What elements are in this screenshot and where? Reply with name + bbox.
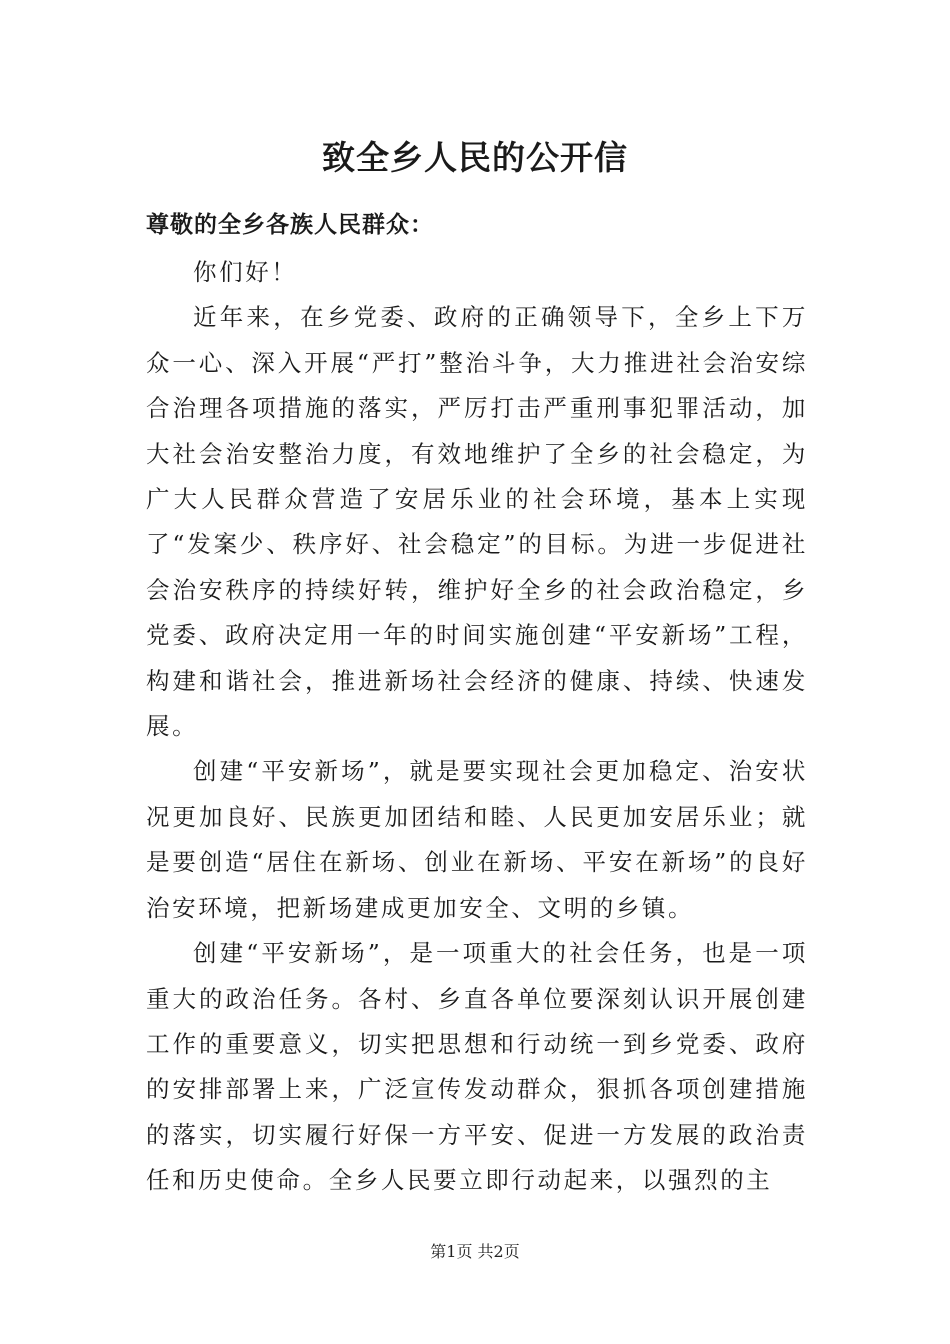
salutation: 尊敬的全乡各族人民群众： bbox=[146, 212, 434, 238]
document-title: 致全乡人民的公开信 bbox=[322, 138, 628, 177]
paragraph-3: 创建“平安新场”，是一项重大的社会任务，也是一项重大的政治任务。各村、乡直各单位要深刻认识开展创建工作的重要意义，切实把思想和行动统一到乡党委、政府的安排部署上来，广泛宣传发动群众，狠抓各项创建措施的落实，切实履行好保一方平安、促进一方发展的政治责任和历史使命。全乡人民要立即行动起来，以强烈的主 bbox=[146, 939, 808, 1195]
letter-body bbox=[146, 250, 808, 1204]
paragraph-1: 近年来，在乡党委、政府的正确领导下，全乡上下万众一心、深入开展“严打”整治斗争，大力推进社会治安综合治理各项措施的落实，严厉打击严重刑事犯罪活动，加大社会治安整治力度，有效地维护了全乡的社会稳定，为广大人民群众营造了安居乐业的社会环境，基本上实现了“发案少、秩序好、社会稳定”的目标。为进一步促进社会治安秩序的持续好转，维护好全乡的社会政治稳定，乡党委、政府决定用一年的时间实施创建“平安新场”工程，构建和谐社会，推进新场社会经济的健康、持续、快速发展。 bbox=[146, 303, 808, 741]
page-indicator: 第1页 共2页 bbox=[430, 1242, 520, 1261]
paragraph-2: 创建“平安新场”，就是要实现社会更加稳定、治安状况更加良好、民族更加团结和睦、人民更加安居乐业；就是要创造“居住在新场、创业在新场、平安在新场”的良好治安环境，把新场建成更加安全、文明的乡镇。 bbox=[146, 757, 808, 922]
greeting: 你们好！ bbox=[193, 258, 298, 286]
